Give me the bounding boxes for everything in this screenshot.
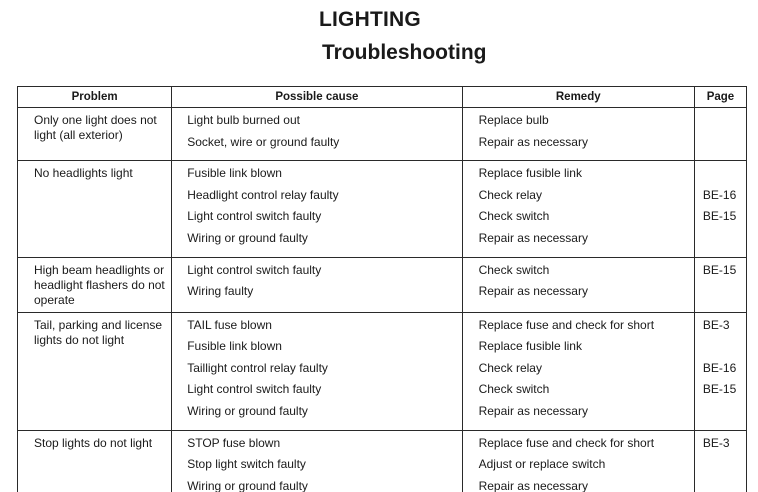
page-title: LIGHTING [319,8,421,31]
possible-cause-text: Taillight control relay faulty [187,360,328,375]
remedy-text: Check switch [478,382,550,397]
page-ref-text [695,404,746,426]
remedy-text: Replace fusible link [478,166,582,181]
possible-cause-text: Light control switch faulty [187,262,322,277]
possible-cause-text: Light bulb burned out [187,113,300,127]
page-cell [694,161,746,257]
page-subtitle: Troubleshooting [322,41,487,64]
problem-cell [18,257,172,312]
page-ref-text [695,231,746,253]
remedy-text: Repair as necessary [478,284,588,299]
problem-text: Stop lights do not light [34,435,153,450]
possible-cause-text: Fusible link blown [187,166,282,181]
remedy-text: Check switch [478,209,550,224]
cause-cell [172,161,462,257]
possible-cause-text: Light control switch faulty [187,209,322,224]
possible-cause-text: Wiring faulty [187,284,254,299]
table-header-row [18,87,747,108]
remedy-text: Check relay [478,187,542,202]
possible-cause-text: Fusible link blown [187,339,282,354]
page-ref-text [695,135,746,157]
table-row [18,108,747,161]
remedy-cell [462,108,694,161]
page-ref-text [695,113,746,135]
page-ref-text: BE-15 [702,262,737,277]
header-problem: Problem [18,87,172,108]
table-row [18,430,747,492]
page-ref-text: BE-3 [702,435,730,450]
page-ref-text: BE-15 [702,382,737,397]
cause-cell [172,430,462,492]
remedy-cell [462,430,694,492]
remedy-cell [462,161,694,257]
possible-cause-text: TAIL fuse blown [187,317,272,332]
remedy-text: Repair as necessary [478,230,588,245]
problem-text: Only one light does not light (all exterior) [34,113,157,142]
possible-cause-text: Wiring or ground faulty [187,403,308,418]
problem-cell [18,108,172,161]
remedy-text: Adjust or replace switch [478,457,606,472]
possible-cause-text: Socket, wire or ground faulty [187,134,340,149]
remedy-cell [462,312,694,430]
possible-cause-text: Light control switch faulty [187,382,322,397]
remedy-text: Repair as necessary [478,134,588,149]
page-cell [694,312,746,430]
page-cell [694,257,746,312]
possible-cause-text: Headlight control relay faulty [187,187,339,202]
problem-text: Tail, parking and license lights do not light [34,317,163,347]
header-page: Page [694,87,746,108]
page-ref-text [695,457,746,479]
possible-cause-text: Stop light switch faulty [187,457,306,472]
troubleshooting-table [17,86,747,492]
remedy-text: Replace fusible link [478,339,582,354]
page-ref-text: BE-16 [702,187,737,202]
table-row [18,312,747,430]
problem-text: High beam headlights or headlight flashers do not operate [34,262,165,307]
page-ref-text: BE-15 [702,209,737,224]
problem-cell [18,430,172,492]
page-cell [694,430,746,492]
possible-cause-text: Wiring or ground faulty [187,230,308,245]
page-ref-text [695,284,746,306]
possible-cause-text: Wiring or ground faulty [187,478,308,492]
remedy-cell [462,257,694,312]
page-ref-text: BE-16 [702,360,737,375]
problem-cell [18,161,172,257]
table-row [18,161,747,257]
remedy-text: Replace bulb [478,113,549,127]
remedy-text: Check relay [478,360,542,375]
remedy-text: Repair as necessary [478,478,588,492]
page-ref-text [695,166,746,188]
page-ref-text [695,479,746,492]
remedy-text: Repair as necessary [478,403,588,418]
table-row [18,257,747,312]
remedy-text: Replace fuse and check for short [478,317,655,332]
page-cell [694,108,746,161]
page-ref-text [695,339,746,361]
problem-text: No headlights light [34,166,133,181]
possible-cause-text: STOP fuse blown [187,435,281,450]
cause-cell [172,257,462,312]
remedy-text: Replace fuse and check for short [478,435,655,450]
cause-cell [172,108,462,161]
page-ref-text: BE-3 [702,317,730,332]
problem-cell [18,312,172,430]
remedy-text: Check switch [478,262,550,277]
cause-cell [172,312,462,430]
header-remedy: Remedy [462,87,694,108]
header-possible-cause: Possible cause [172,87,462,108]
